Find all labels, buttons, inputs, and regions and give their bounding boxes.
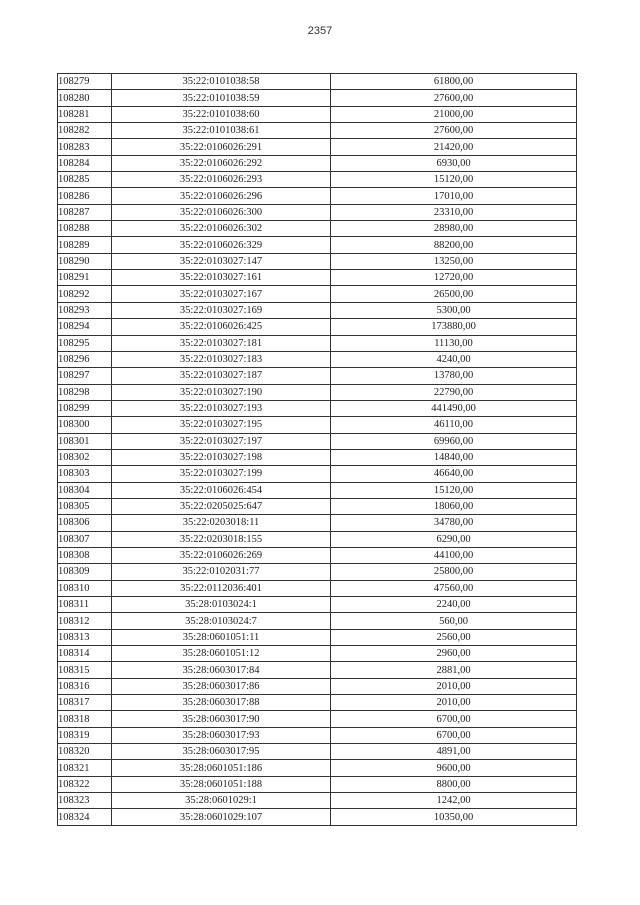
cadastral-number-cell: 35:28:0601029:107: [112, 809, 331, 825]
cadastral-number-cell: 35:28:0603017:88: [112, 695, 331, 711]
value-cell: 15120,00: [331, 482, 577, 498]
row-number-cell: 108321: [58, 760, 112, 776]
row-number-cell: 108282: [58, 123, 112, 139]
value-cell: 44100,00: [331, 547, 577, 563]
value-cell: 2010,00: [331, 678, 577, 694]
table-row: [58, 139, 577, 155]
row-number-cell: 108292: [58, 286, 112, 302]
row-number-cell: 108284: [58, 155, 112, 171]
value-cell: 4240,00: [331, 351, 577, 367]
value-cell: 22790,00: [331, 384, 577, 400]
row-number-cell: 108294: [58, 319, 112, 335]
row-number-cell: 108291: [58, 270, 112, 286]
value-cell: 25800,00: [331, 564, 577, 580]
table-row: [58, 384, 577, 400]
table-row: [58, 221, 577, 237]
row-number-cell: 108317: [58, 695, 112, 711]
table-row: [58, 711, 577, 727]
cadastral-number-cell: 35:28:0603017:90: [112, 711, 331, 727]
value-cell: 47560,00: [331, 580, 577, 596]
value-cell: 1242,00: [331, 793, 577, 809]
row-number-cell: 108295: [58, 335, 112, 351]
table-row: [58, 90, 577, 106]
cadastral-number-cell: 35:22:0205025:647: [112, 498, 331, 514]
value-cell: 6290,00: [331, 531, 577, 547]
value-cell: 2881,00: [331, 662, 577, 678]
value-cell: 6930,00: [331, 155, 577, 171]
table-row: [58, 678, 577, 694]
row-number-cell: 108298: [58, 384, 112, 400]
value-cell: 2010,00: [331, 695, 577, 711]
cadastral-number-cell: 35:22:0103027:167: [112, 286, 331, 302]
table-row: [58, 204, 577, 220]
cadastral-number-cell: 35:28:0603017:95: [112, 744, 331, 760]
row-number-cell: 108316: [58, 678, 112, 694]
cadastral-number-cell: 35:22:0106026:300: [112, 204, 331, 220]
value-cell: 15120,00: [331, 172, 577, 188]
row-number-cell: 108301: [58, 433, 112, 449]
row-number-cell: 108281: [58, 106, 112, 122]
row-number-cell: 108308: [58, 547, 112, 563]
value-cell: 23310,00: [331, 204, 577, 220]
value-cell: 2960,00: [331, 646, 577, 662]
table-row: [58, 646, 577, 662]
cadastral-number-cell: 35:28:0103024:7: [112, 613, 331, 629]
value-cell: 13250,00: [331, 253, 577, 269]
cadastral-number-cell: 35:22:0103027:199: [112, 466, 331, 482]
table-row: [58, 270, 577, 286]
cadastral-number-cell: 35:28:0601051:188: [112, 776, 331, 792]
cadastral-number-cell: 35:22:0106026:329: [112, 237, 331, 253]
row-number-cell: 108314: [58, 646, 112, 662]
cadastral-number-cell: 35:22:0106026:269: [112, 547, 331, 563]
value-cell: 2560,00: [331, 629, 577, 645]
cadastral-number-cell: 35:22:0106026:296: [112, 188, 331, 204]
value-cell: 560,00: [331, 613, 577, 629]
cadastral-number-cell: 35:22:0106026:292: [112, 155, 331, 171]
registry-table: [57, 73, 577, 826]
value-cell: 46640,00: [331, 466, 577, 482]
table-row: [58, 744, 577, 760]
row-number-cell: 108313: [58, 629, 112, 645]
row-number-cell: 108311: [58, 597, 112, 613]
value-cell: 5300,00: [331, 302, 577, 318]
table-row: [58, 482, 577, 498]
cadastral-number-cell: 35:28:0601029:1: [112, 793, 331, 809]
row-number-cell: 108289: [58, 237, 112, 253]
row-number-cell: 108293: [58, 302, 112, 318]
table-row: [58, 776, 577, 792]
table-row: [58, 531, 577, 547]
cadastral-number-cell: 35:22:0203018:11: [112, 515, 331, 531]
cadastral-number-cell: 35:22:0102031:77: [112, 564, 331, 580]
cadastral-number-cell: 35:22:0103027:169: [112, 302, 331, 318]
cadastral-number-cell: 35:22:0103027:183: [112, 351, 331, 367]
table-row: [58, 253, 577, 269]
row-number-cell: 108323: [58, 793, 112, 809]
table-row: [58, 155, 577, 171]
cadastral-number-cell: 35:22:0101038:58: [112, 74, 331, 90]
cadastral-number-cell: 35:22:0103027:181: [112, 335, 331, 351]
table-row: [58, 809, 577, 825]
table-row: [58, 188, 577, 204]
table-row: [58, 286, 577, 302]
value-cell: 69960,00: [331, 433, 577, 449]
value-cell: 27600,00: [331, 90, 577, 106]
table-row: [58, 662, 577, 678]
table-row: [58, 319, 577, 335]
table-row: [58, 368, 577, 384]
cadastral-number-cell: 35:22:0112036:401: [112, 580, 331, 596]
table-row: [58, 400, 577, 416]
table-row: [58, 335, 577, 351]
cadastral-number-cell: 35:22:0106026:454: [112, 482, 331, 498]
value-cell: 13780,00: [331, 368, 577, 384]
row-number-cell: 108283: [58, 139, 112, 155]
row-number-cell: 108305: [58, 498, 112, 514]
row-number-cell: 108324: [58, 809, 112, 825]
row-number-cell: 108302: [58, 449, 112, 465]
table-row: [58, 515, 577, 531]
row-number-cell: 108307: [58, 531, 112, 547]
row-number-cell: 108288: [58, 221, 112, 237]
value-cell: 27600,00: [331, 123, 577, 139]
cadastral-number-cell: 35:22:0103027:147: [112, 253, 331, 269]
row-number-cell: 108322: [58, 776, 112, 792]
table-row: [58, 760, 577, 776]
table-row: [58, 351, 577, 367]
cadastral-number-cell: 35:22:0103027:187: [112, 368, 331, 384]
value-cell: 2240,00: [331, 597, 577, 613]
cadastral-number-cell: 35:22:0106026:291: [112, 139, 331, 155]
cadastral-number-cell: 35:28:0601051:186: [112, 760, 331, 776]
value-cell: 12720,00: [331, 270, 577, 286]
row-number-cell: 108320: [58, 744, 112, 760]
table-row: [58, 417, 577, 433]
table-row: [58, 123, 577, 139]
table-row: [58, 547, 577, 563]
cadastral-number-cell: 35:28:0603017:93: [112, 727, 331, 743]
table-row: [58, 449, 577, 465]
value-cell: 88200,00: [331, 237, 577, 253]
row-number-cell: 108306: [58, 515, 112, 531]
table-row: [58, 727, 577, 743]
cadastral-number-cell: 35:28:0603017:86: [112, 678, 331, 694]
cadastral-number-cell: 35:22:0103027:193: [112, 400, 331, 416]
cadastral-number-cell: 35:22:0106026:293: [112, 172, 331, 188]
value-cell: 11130,00: [331, 335, 577, 351]
value-cell: 17010,00: [331, 188, 577, 204]
row-number-cell: 108280: [58, 90, 112, 106]
table-row: [58, 498, 577, 514]
table-row: [58, 172, 577, 188]
value-cell: 21000,00: [331, 106, 577, 122]
value-cell: 6700,00: [331, 727, 577, 743]
table-row: [58, 106, 577, 122]
cadastral-number-cell: 35:22:0106026:302: [112, 221, 331, 237]
cadastral-number-cell: 35:22:0101038:59: [112, 90, 331, 106]
table-row: [58, 613, 577, 629]
cadastral-number-cell: 35:28:0601051:11: [112, 629, 331, 645]
page-number: 2357: [307, 25, 333, 37]
cadastral-number-cell: 35:28:0603017:84: [112, 662, 331, 678]
value-cell: 8800,00: [331, 776, 577, 792]
row-number-cell: 108296: [58, 351, 112, 367]
row-number-cell: 108315: [58, 662, 112, 678]
row-number-cell: 108312: [58, 613, 112, 629]
value-cell: 4891,00: [331, 744, 577, 760]
cadastral-number-cell: 35:22:0101038:61: [112, 123, 331, 139]
row-number-cell: 108304: [58, 482, 112, 498]
row-number-cell: 108318: [58, 711, 112, 727]
cadastral-number-cell: 35:22:0106026:425: [112, 319, 331, 335]
row-number-cell: 108299: [58, 400, 112, 416]
row-number-cell: 108290: [58, 253, 112, 269]
value-cell: 10350,00: [331, 809, 577, 825]
row-number-cell: 108287: [58, 204, 112, 220]
table-row: [58, 302, 577, 318]
registry-table-body: [58, 74, 577, 826]
cadastral-number-cell: 35:22:0103027:197: [112, 433, 331, 449]
value-cell: 6700,00: [331, 711, 577, 727]
cadastral-number-cell: 35:22:0103027:195: [112, 417, 331, 433]
value-cell: 46110,00: [331, 417, 577, 433]
cadastral-number-cell: 35:22:0203018:155: [112, 531, 331, 547]
value-cell: 61800,00: [331, 74, 577, 90]
table-row: [58, 793, 577, 809]
row-number-cell: 108300: [58, 417, 112, 433]
table-row: [58, 74, 577, 90]
table-row: [58, 564, 577, 580]
cadastral-number-cell: 35:28:0601051:12: [112, 646, 331, 662]
value-cell: 28980,00: [331, 221, 577, 237]
row-number-cell: 108310: [58, 580, 112, 596]
table-row: [58, 629, 577, 645]
value-cell: 21420,00: [331, 139, 577, 155]
value-cell: 14840,00: [331, 449, 577, 465]
table-row: [58, 433, 577, 449]
row-number-cell: 108297: [58, 368, 112, 384]
value-cell: 441490,00: [331, 400, 577, 416]
row-number-cell: 108309: [58, 564, 112, 580]
table-row: [58, 466, 577, 482]
table-row: [58, 597, 577, 613]
value-cell: 9600,00: [331, 760, 577, 776]
value-cell: 173880,00: [331, 319, 577, 335]
table-row: [58, 580, 577, 596]
cadastral-number-cell: 35:22:0103027:198: [112, 449, 331, 465]
cadastral-number-cell: 35:22:0101038:60: [112, 106, 331, 122]
row-number-cell: 108286: [58, 188, 112, 204]
row-number-cell: 108319: [58, 727, 112, 743]
value-cell: 26500,00: [331, 286, 577, 302]
value-cell: 34780,00: [331, 515, 577, 531]
table-row: [58, 695, 577, 711]
cadastral-number-cell: 35:22:0103027:190: [112, 384, 331, 400]
value-cell: 18060,00: [331, 498, 577, 514]
row-number-cell: 108285: [58, 172, 112, 188]
cadastral-number-cell: 35:22:0103027:161: [112, 270, 331, 286]
row-number-cell: 108279: [58, 74, 112, 90]
row-number-cell: 108303: [58, 466, 112, 482]
cadastral-number-cell: 35:28:0103024:1: [112, 597, 331, 613]
table-row: [58, 237, 577, 253]
